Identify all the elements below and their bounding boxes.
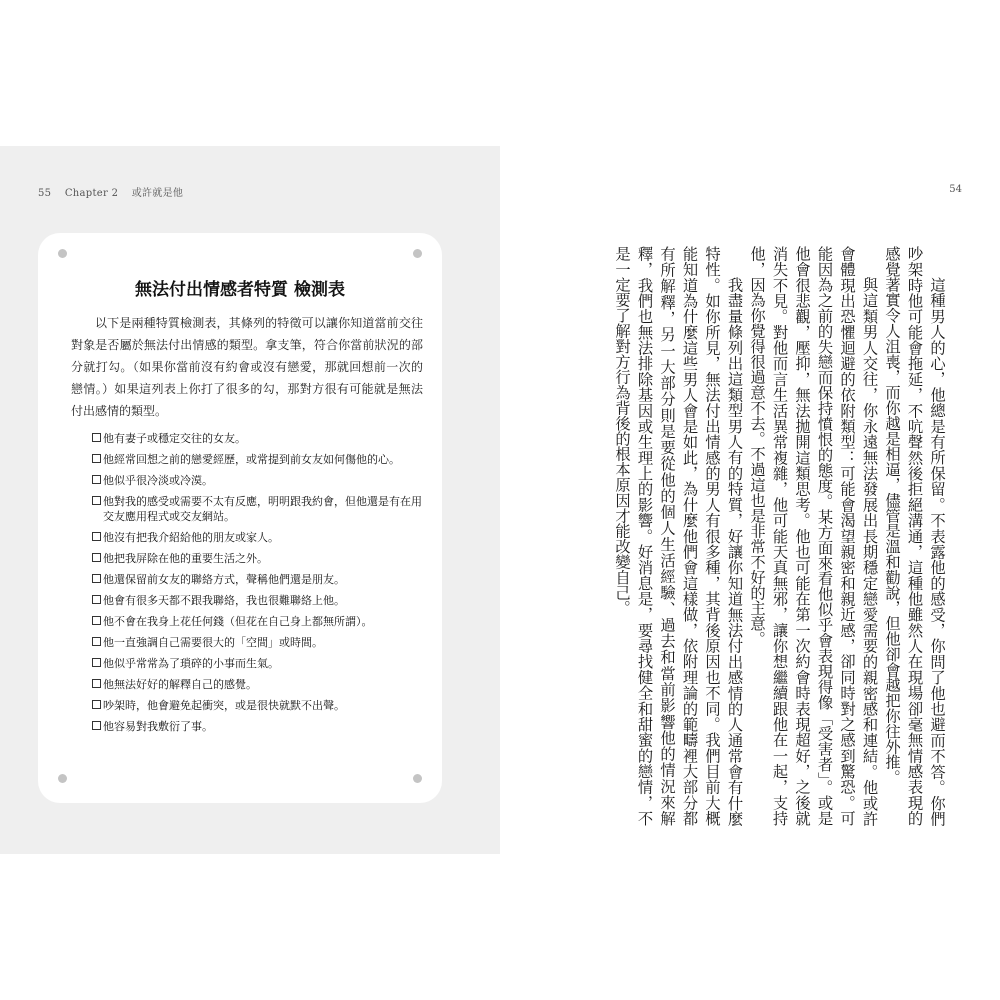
checkbox-icon	[92, 637, 101, 646]
body-text	[611, 246, 949, 826]
checkbox-icon	[92, 475, 101, 484]
corner-dot-icon	[58, 249, 67, 258]
checkbox-icon	[92, 553, 101, 562]
corner-dot-icon	[58, 774, 67, 783]
checkbox-icon	[92, 658, 101, 667]
checklist-item: 他一直強調自己需要很大的「空間」或時間。	[92, 635, 422, 650]
checkbox-icon	[92, 532, 101, 541]
page-number: 54	[949, 184, 962, 195]
checkbox-icon	[92, 433, 101, 442]
checkbox-icon	[92, 700, 101, 709]
running-header	[38, 184, 193, 199]
chapter-label: Chapter 2	[64, 188, 119, 199]
checkbox-icon	[92, 595, 101, 604]
checklist-item: 他無法好好的解釋自己的感覺。	[92, 677, 422, 692]
checkbox-icon	[92, 454, 101, 463]
checklist-item: 吵架時，他會避免起衝突，或是很快就默不出聲。	[92, 698, 422, 713]
checkbox-icon	[92, 721, 101, 730]
corner-dot-icon	[413, 774, 422, 783]
checklist-item: 他不會在我身上花任何錢（但花在自己身上都無所謂）。	[92, 614, 422, 629]
checklist-item: 他沒有把我介紹給他的朋友或家人。	[92, 530, 422, 545]
checklist-item: 他經常回想之前的戀愛經歷，或常提到前女友如何傷他的心。	[92, 452, 422, 467]
paragraph: 這種男人的心，他總是有所保留。不表露他的感受，你問了他也避而不答。你們吵架時他可能會拖延，不吭聲然後拒絕溝通，這種他雖然人在現場卻毫無情感表現的感覺著實令人沮喪，而你越是相逼，儘管是溫和勸說，但他卻會越把你往外推。	[883, 246, 946, 826]
checkbox-icon	[92, 574, 101, 583]
checklist-item: 他似乎很冷淡或冷漠。	[92, 473, 422, 488]
checkbox-icon	[92, 679, 101, 688]
checklist-intro: 以下是兩種特質檢測表，其條列的特徵可以讓你知道當前交往對象是否屬於無法付出情感的類型。拿支筆，符合你當前狀況的部分就打勾。（如果你當前沒有約會或沒有戀愛，那就回想前一次的戀情。）如果這列表上你打了很多的勾，那對方很有可能就是無法付出感情的類型。	[71, 316, 423, 418]
checklist-item: 他似乎常常為了瑣碎的小事而生氣。	[92, 656, 422, 671]
checklist	[92, 431, 422, 740]
paragraph: 與這類男人交往，你永遠無法發展出長期穩定戀愛需要的親密感和連結。他或許會體現出恐懼迴避的依附類型：可能會渴望親密和親近感，卻同時對之感到驚恐。可能因為之前的失戀而保持憤恨的態度。某方面來看他似乎會表現得像「受害者」。或是他會很悲觀，壓抑，無法拋開這類思考。他也可能在第一次約會時表現超好，之後就消失不見。對他而言生活異常複雜，他可能天真無邪，讓你想繼續跟他在一起，支持他，因為你覺得很過意不去。不過這也是非常不好的主意。	[748, 246, 879, 826]
checklist-title: 無法付出情感者特質 檢測表	[135, 280, 345, 300]
chapter-title: 或許就是他	[131, 188, 184, 199]
checklist-item: 他有妻子或穩定交往的女友。	[92, 431, 422, 446]
right-page	[500, 146, 1000, 854]
checkbox-icon	[92, 616, 101, 625]
checklist-item: 他會有很多天都不跟我聯絡，我也很難聯絡上他。	[92, 593, 422, 608]
corner-dot-icon	[413, 249, 422, 258]
checklist-item: 他容易對我敷衍了事。	[92, 719, 422, 734]
checklist-card	[38, 233, 442, 803]
checkbox-icon	[92, 496, 101, 505]
paragraph: 我盡量條列出這類型男人有的特質，好讓你知道無法付出感情的人通常會有什麼特性。如你所見，無法付出情感的男人有很多種，其背後原因也不同。我們目前大概能知道為什麼這些男人會是如此，為什麼他們會這樣做，依附理論的範疇裡大部分都有所解釋，另一大部分則是要從他的個人生活經驗、過去和當前影響他的情況來解釋，我們也無法排除基因或生理上的影響。好消息是，要尋找健全和甜蜜的戀情，不是一定要了解對方行為背後的根本原因才能改變自己。	[613, 246, 744, 826]
left-page	[0, 146, 500, 854]
checklist-item: 他還保留前女友的聯絡方式，聲稱他們還是朋友。	[92, 572, 422, 587]
checklist-item: 他把我屏除在他的重要生活之外。	[92, 551, 422, 566]
page-number: 55	[38, 188, 52, 199]
checklist-item: 他對我的感受或需要不太有反應，明明跟我約會，但他還是有在用交友應用程式或交友網站。	[92, 494, 422, 524]
